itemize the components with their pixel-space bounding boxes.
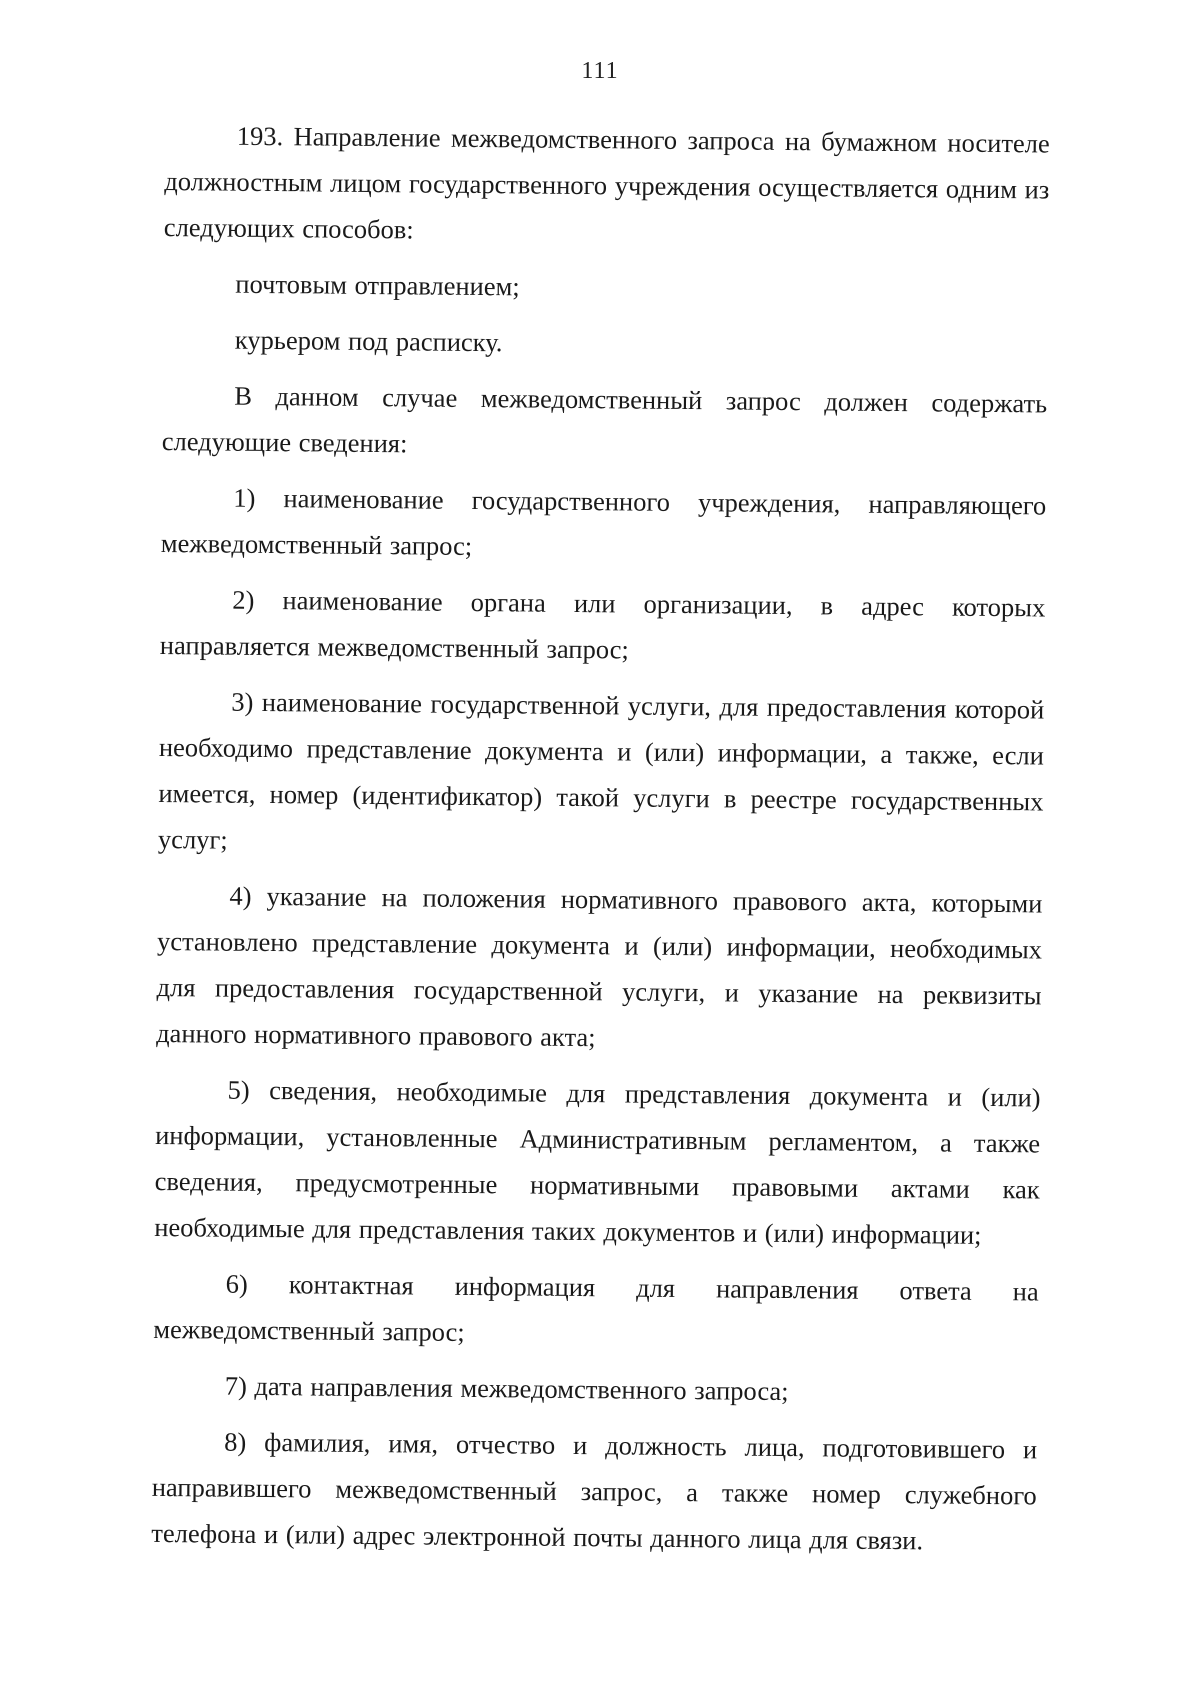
- paragraph-193-intro: 193. Направление межведомственного запроса на бумажном носителе должностным лицом государственного учреждения осуществляется одним из следующих способов:: [163, 120, 1050, 245]
- paragraph-request-contents: В данном случае межведомственный запрос должен содержать следующие сведения:: [161, 380, 1048, 459]
- list-item-7: 7) дата направления межведомственного запроса;: [224, 1370, 789, 1407]
- list-item-8: 8) фамилия, имя, отчество и должность лица, подготовившего и направившего межведомственный запрос, а также номер служебного телефона и (или) адрес электронной почты данного лица для связи.: [151, 1426, 1038, 1556]
- document-body: [151, 112, 1050, 1574]
- list-item-1: 1) наименование государственного учреждения, направляющего межведомственный запрос;: [160, 482, 1047, 561]
- page-number: 111: [581, 58, 619, 84]
- list-item-5: 5) сведения, необходимые для представления документа и (или) информации, установленные Административным регламентом, а также сведения, предусмотренные нормативными правовыми актами как необходимые для представления таких документов и (или) информации;: [154, 1074, 1041, 1250]
- list-item-6: 6) контактная информация для направления ответа на межведомственный запрос;: [153, 1268, 1039, 1347]
- paragraph-method-post: почтовым отправлением;: [235, 268, 520, 302]
- list-item-2: 2) наименование органа или организации, в адрес которых направляется межведомственный запрос;: [159, 584, 1046, 665]
- paragraph-method-courier: курьером под расписку.: [234, 324, 503, 358]
- list-item-3: 3) наименование государственной услуги, для предоставления которой необходимо представление документа и (или) информации, а также, если имеется, номер (идентификатор) такой услуги в реестре государственных услуг;: [157, 686, 1045, 855]
- list-item-4: 4) указание на положения нормативного правового акта, которыми установлено представление документа и (или) информации, необходимых для предоставления государственной услуги, и указание на реквизиты данного нормативного правового акта;: [156, 880, 1043, 1053]
